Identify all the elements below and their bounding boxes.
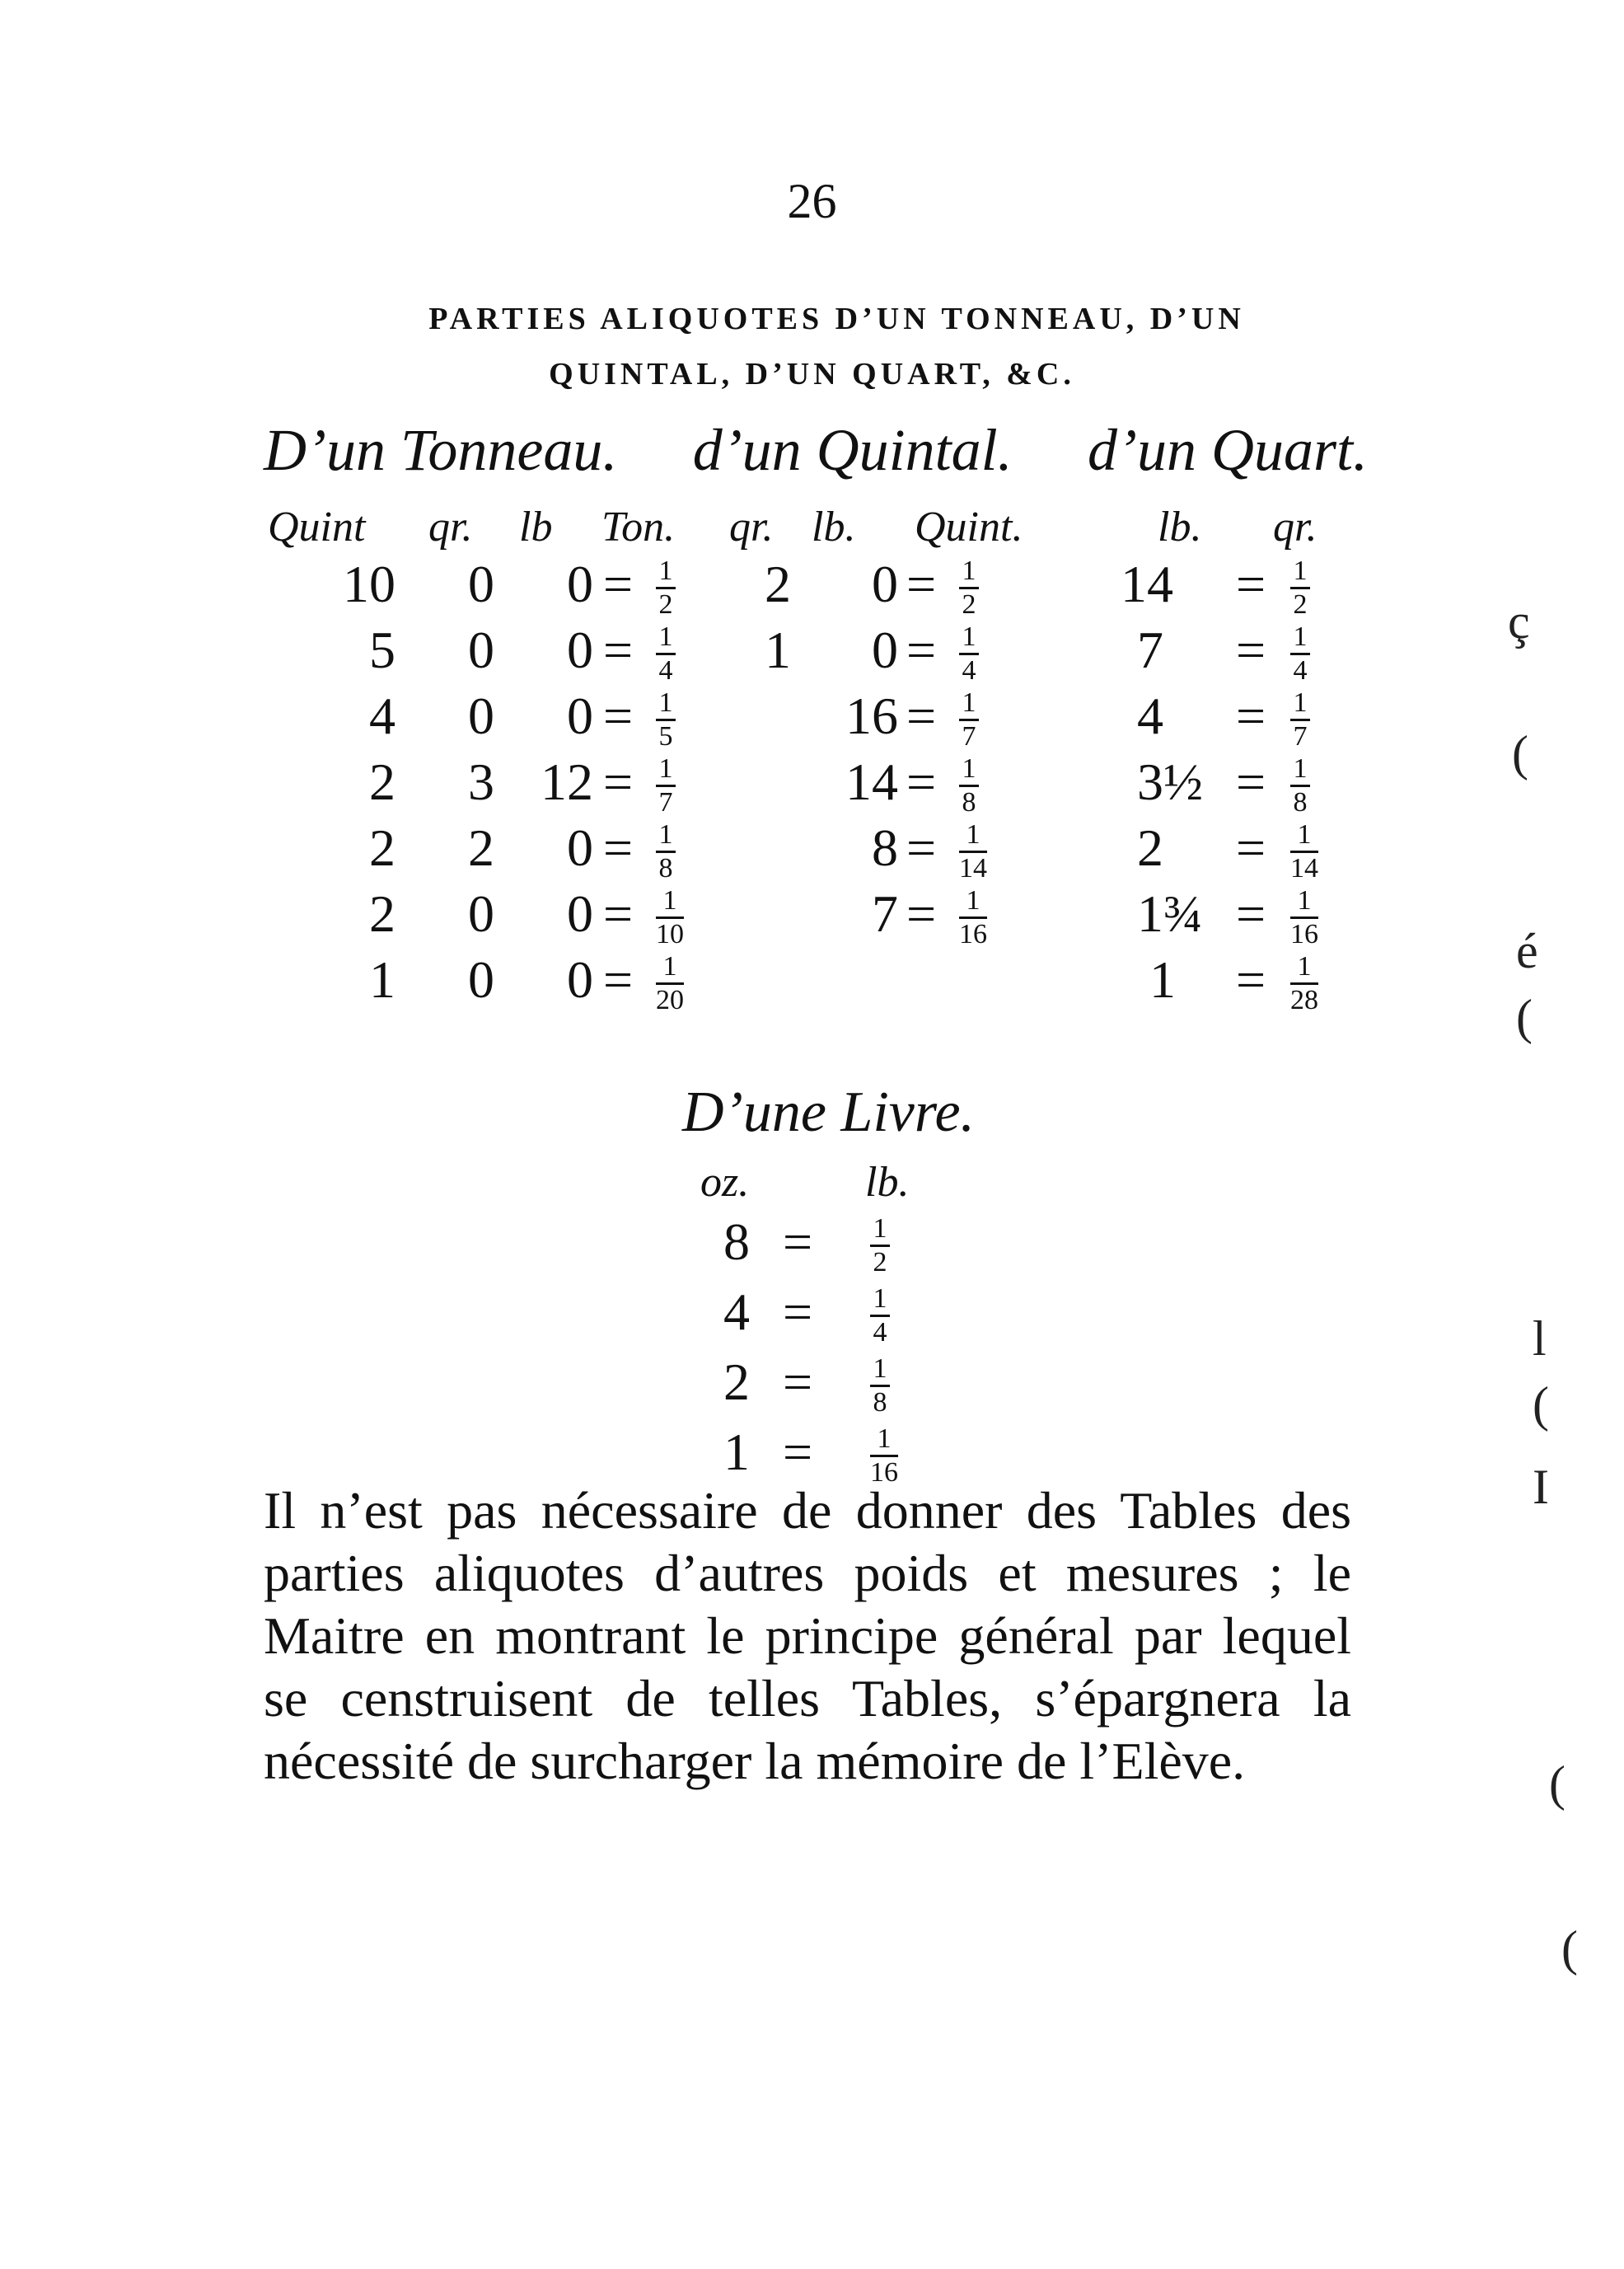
tonneau-qr: 0 bbox=[468, 621, 494, 679]
fraction: 1 7 bbox=[656, 755, 676, 817]
equals-sign: = bbox=[1236, 621, 1266, 679]
margin-mark: é bbox=[1516, 924, 1538, 978]
tonneau-qr: 0 bbox=[468, 687, 494, 745]
tonneau-lb: 0 bbox=[567, 621, 593, 679]
margin-mark: ( bbox=[1512, 726, 1528, 781]
fraction: 1 8 bbox=[656, 821, 676, 883]
fraction: 1 4 bbox=[959, 623, 979, 685]
quintal-qr: 1 bbox=[765, 621, 791, 679]
quintal-lb: 7 bbox=[872, 884, 898, 943]
equals-sign: = bbox=[603, 555, 634, 613]
equals-sign: = bbox=[603, 621, 634, 679]
fraction: 1 28 bbox=[1290, 951, 1318, 1015]
margin-mark: l bbox=[1533, 1311, 1547, 1366]
quintal-lb: 0 bbox=[872, 621, 898, 679]
fraction: 1 16 bbox=[1290, 885, 1318, 949]
col-head-ton: Ton. bbox=[601, 504, 676, 551]
col-head-quint: Quint bbox=[268, 504, 366, 551]
col-head-oz: oz. bbox=[700, 1159, 750, 1206]
equals-sign: = bbox=[603, 884, 634, 943]
quart-lb: 2 bbox=[1137, 818, 1163, 877]
subheading-quart: d’un Quart. bbox=[1087, 417, 1368, 483]
quart-lb: 4 bbox=[1137, 687, 1163, 745]
equals-sign: = bbox=[1236, 555, 1266, 613]
tonneau-lb: 0 bbox=[567, 555, 593, 613]
fraction: 1 5 bbox=[656, 689, 676, 751]
tonneau-quint: 10 bbox=[343, 555, 395, 613]
col-head-quintal-qr: qr. bbox=[729, 504, 774, 551]
livre-oz: 4 bbox=[723, 1282, 750, 1341]
tonneau-lb: 0 bbox=[567, 687, 593, 745]
fraction: 1 20 bbox=[656, 951, 684, 1015]
margin-mark: ( bbox=[1516, 990, 1533, 1044]
col-head-quart-qr: qr. bbox=[1273, 504, 1317, 551]
tonneau-quint: 2 bbox=[369, 884, 395, 943]
equals-sign: = bbox=[1236, 752, 1266, 811]
margin-mark: ( bbox=[1561, 1921, 1578, 1976]
col-head-livre-lb: lb. bbox=[865, 1159, 910, 1206]
fraction: 1 16 bbox=[959, 885, 987, 949]
fraction: 1 8 bbox=[870, 1355, 890, 1417]
margin-mark: ( bbox=[1549, 1756, 1565, 1811]
equals-sign: = bbox=[783, 1423, 813, 1481]
fraction: 1 16 bbox=[870, 1423, 898, 1488]
fraction: 1 7 bbox=[1290, 689, 1310, 751]
fraction: 1 2 bbox=[656, 557, 676, 619]
quintal-qr: 2 bbox=[765, 555, 791, 613]
quart-lb: 1 bbox=[1149, 950, 1176, 1009]
col-head-lb: lb bbox=[519, 504, 553, 551]
tonneau-qr: 0 bbox=[468, 555, 494, 613]
quart-lb: 1¾ bbox=[1137, 884, 1203, 943]
equals-sign: = bbox=[906, 621, 937, 679]
tonneau-quint: 4 bbox=[369, 687, 395, 745]
fraction: 1 2 bbox=[959, 557, 979, 619]
equals-sign: = bbox=[1236, 950, 1266, 1009]
tonneau-lb: 0 bbox=[567, 884, 593, 943]
equals-sign: = bbox=[603, 752, 634, 811]
equals-sign: = bbox=[906, 752, 937, 811]
subheading-tonneau: D’un Tonneau. bbox=[264, 417, 618, 483]
tonneau-quint: 1 bbox=[369, 950, 395, 1009]
equals-sign: = bbox=[603, 818, 634, 877]
fraction: 1 4 bbox=[870, 1285, 890, 1347]
quintal-lb: 8 bbox=[872, 818, 898, 877]
tonneau-qr: 0 bbox=[468, 950, 494, 1009]
col-head-quart-lb: lb. bbox=[1158, 504, 1202, 551]
body-paragraph: Il n’est pas nécessaire de donner des Tables des parties aliquotes d’autres poids et mesures ; le Maitre en montrant le principe général par lequel se censtruisent de telles Tables, s’épargnera la nécessité de surcharger la mémoire de l’Elève. bbox=[264, 1481, 1351, 1790]
equals-sign: = bbox=[783, 1282, 813, 1341]
tonneau-quint: 2 bbox=[369, 818, 395, 877]
equals-sign: = bbox=[603, 950, 634, 1009]
fraction: 1 4 bbox=[1290, 623, 1310, 685]
fraction: 1 2 bbox=[1290, 557, 1310, 619]
livre-oz: 1 bbox=[723, 1423, 750, 1481]
section-heading-line-2: QUINTAL, D’UN QUART, &C. bbox=[549, 357, 1075, 391]
equals-sign: = bbox=[906, 687, 937, 745]
tonneau-lb: 12 bbox=[541, 752, 593, 811]
quart-lb: 3½ bbox=[1137, 752, 1203, 811]
col-head-quintal-quint: Quint. bbox=[915, 504, 1023, 551]
quart-lb: 14 bbox=[1121, 555, 1173, 613]
tonneau-qr: 3 bbox=[468, 752, 494, 811]
tonneau-quint: 5 bbox=[369, 621, 395, 679]
quintal-lb: 16 bbox=[845, 687, 898, 745]
fraction: 1 2 bbox=[870, 1215, 890, 1277]
equals-sign: = bbox=[783, 1352, 813, 1411]
tonneau-quint: 2 bbox=[369, 752, 395, 811]
equals-sign: = bbox=[1236, 687, 1266, 745]
equals-sign: = bbox=[783, 1212, 813, 1271]
fraction: 1 14 bbox=[1290, 819, 1318, 884]
fraction: 1 7 bbox=[959, 689, 979, 751]
fraction: 1 14 bbox=[959, 819, 987, 884]
quart-lb: 7 bbox=[1137, 621, 1163, 679]
section-heading-line-1: PARTIES ALIQUOTES D’UN TONNEAU, D’UN bbox=[428, 302, 1245, 336]
equals-sign: = bbox=[603, 687, 634, 745]
quintal-lb: 0 bbox=[872, 555, 898, 613]
fraction: 1 8 bbox=[1290, 755, 1310, 817]
equals-sign: = bbox=[1236, 818, 1266, 877]
margin-mark: ç bbox=[1508, 594, 1530, 649]
margin-mark: ( bbox=[1533, 1377, 1549, 1432]
livre-title: D’une Livre. bbox=[681, 1081, 976, 1144]
equals-sign: = bbox=[906, 818, 937, 877]
equals-sign: = bbox=[906, 555, 937, 613]
margin-mark: I bbox=[1533, 1460, 1549, 1514]
table-subheadings bbox=[264, 416, 1368, 485]
page-number: 26 bbox=[787, 174, 837, 228]
col-head-qr: qr. bbox=[428, 504, 473, 551]
col-head-quintal-lb: lb. bbox=[812, 504, 856, 551]
livre-oz: 2 bbox=[723, 1352, 750, 1411]
quintal-lb: 14 bbox=[845, 752, 898, 811]
fraction: 1 10 bbox=[656, 885, 684, 949]
livre-oz: 8 bbox=[723, 1212, 750, 1271]
fraction: 1 4 bbox=[656, 623, 676, 685]
fraction: 1 8 bbox=[959, 755, 979, 817]
equals-sign: = bbox=[1236, 884, 1266, 943]
tonneau-qr: 0 bbox=[468, 884, 494, 943]
tonneau-lb: 0 bbox=[567, 818, 593, 877]
tonneau-qr: 2 bbox=[468, 818, 494, 877]
equals-sign: = bbox=[906, 884, 937, 943]
tonneau-lb: 0 bbox=[567, 950, 593, 1009]
subheading-quintal: d’un Quintal. bbox=[692, 417, 1013, 483]
